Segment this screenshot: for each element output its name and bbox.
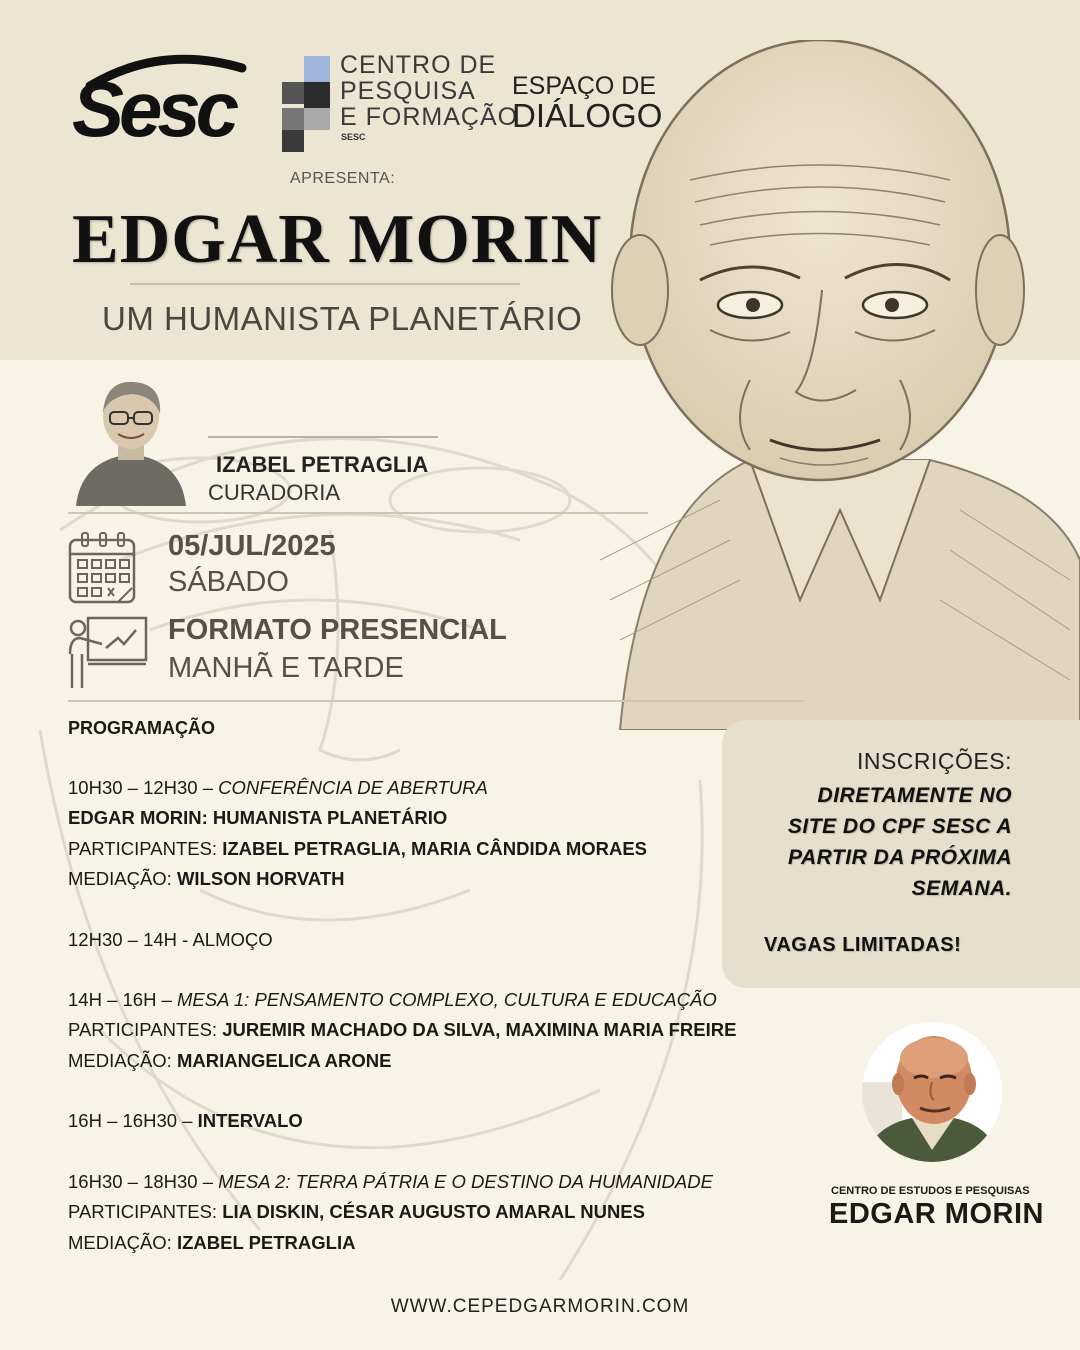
calendar-icon	[68, 530, 138, 606]
program-item-1-mediation: MEDIAÇÃO: WILSON HORVATH	[68, 868, 345, 889]
registration-line-1: DIRETAMENTE NO	[817, 784, 1012, 807]
curator-name: IZABEL PETRAGLIA	[216, 452, 429, 477]
espaco-line-2: DIÁLOGO	[512, 97, 663, 134]
registration-line-2: SITE DO CPF SESC A	[787, 815, 1012, 838]
program-item-5-time: 16H30 – 18H30 – MESA 2: TERRA PÁTRIA E O DESTINO DA HUMANIDADE	[68, 1171, 713, 1192]
event-date: 05/JUL/2025	[168, 530, 336, 562]
page-title: EDGAR MORIN	[72, 201, 603, 278]
event-weekday: SÁBADO	[168, 566, 289, 598]
program-item-5-mediation: MEDIAÇÃO: IZABEL PETRAGLIA	[68, 1232, 356, 1253]
espaco-line-1: ESPAÇO DE	[512, 72, 657, 100]
title-divider	[130, 283, 520, 285]
cpf-logo-mark-icon	[282, 56, 330, 152]
edgar-morin-photo	[862, 1022, 1002, 1162]
website-link[interactable]: WWW.CEPEDGARMORIN.COM	[390, 1296, 690, 1317]
program-item-1-headline: EDGAR MORIN: HUMANISTA PLANETÁRIO	[68, 807, 448, 828]
presenter-board-icon	[66, 614, 150, 692]
page-subtitle: UM HUMANISTA PLANETÁRIO	[102, 300, 583, 337]
limited-spots-notice: VAGAS LIMITADAS!	[764, 934, 962, 956]
research-center-name: EDGAR MORIN	[829, 1198, 1044, 1230]
program-item-5-participants: PARTICIPANTES: LIA DISKIN, CÉSAR AUGUSTO AMARAL NUNES	[68, 1201, 645, 1222]
cpf-logo-sub: SESC	[341, 132, 366, 142]
program-item-3-participants: PARTICIPANTES: JUREMIR MACHADO DA SILVA, MAXIMINA MARIA FREIRE	[68, 1019, 737, 1040]
program-item-4-time: 16H – 16H30 – INTERVALO	[68, 1110, 303, 1131]
registration-line-3: PARTIR DA PRÓXIMA	[788, 846, 1012, 869]
section-divider	[68, 512, 648, 514]
program-item-1-time: 10H30 – 12H30 – CONFERÊNCIA DE ABERTURA	[68, 777, 488, 798]
cpf-line-2: PESQUISA	[340, 77, 476, 105]
curator-role: CURADORIA	[208, 480, 341, 505]
cpf-line-1: CENTRO DE	[340, 51, 497, 79]
program-item-2-time: 12H30 – 14H - ALMOÇO	[68, 929, 273, 950]
cpf-line-3: E FORMAÇÃO	[340, 103, 519, 131]
event-format: FORMATO PRESENCIAL	[168, 614, 507, 646]
program-item-1-participants: PARTICIPANTES: IZABEL PETRAGLIA, MARIA CÂNDIDA MORAES	[68, 838, 648, 859]
registration-info	[712, 780, 1012, 904]
edgar-morin-sketch-portrait	[600, 40, 1080, 730]
sesc-logo-text: Sesc	[72, 65, 235, 153]
curator-divider	[208, 436, 438, 438]
program-item-3-mediation: MEDIAÇÃO: MARIANGELICA ARONE	[68, 1050, 392, 1071]
presents-label: APRESENTA:	[290, 170, 396, 187]
espaco-de-dialogo-logo	[512, 72, 662, 132]
event-shift: MANHÃ E TARDE	[168, 652, 404, 684]
program-heading: PROGRAMAÇÃO	[68, 718, 215, 738]
research-center-label: CENTRO DE ESTUDOS E PESQUISAS	[831, 1185, 1030, 1197]
section-divider-2	[68, 700, 804, 702]
cpf-logo-text	[340, 52, 518, 130]
program-item-3-time: 14H – 16H – MESA 1: PENSAMENTO COMPLEXO, CULTURA E EDUCAÇÃO	[68, 989, 717, 1010]
curator-avatar	[76, 378, 186, 506]
registration-label: INSCRIÇÕES:	[856, 748, 1012, 774]
registration-line-4: SEMANA.	[911, 877, 1012, 900]
